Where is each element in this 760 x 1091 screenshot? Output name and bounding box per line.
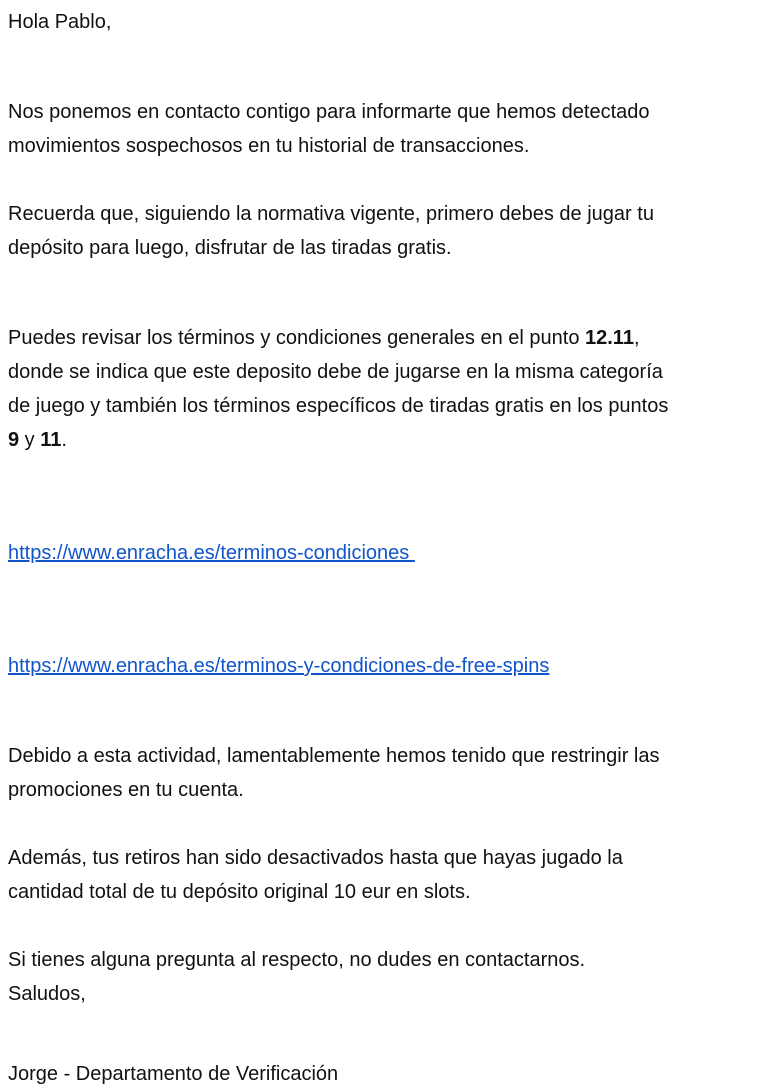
paragraph-6-line-1: Si tienes alguna pregunta al respecto, no dudes en contactarnos. — [8, 949, 586, 971]
paragraph-3-line-3: de juego y también los términos específicos de tiradas gratis en los puntos — [8, 395, 669, 417]
paragraph-5-line-2: cantidad total de tu depósito original 10 eur en slots. — [8, 881, 471, 903]
terms-conditions-link[interactable]: https://www.enracha.es/terminos-condiciones — [8, 542, 415, 564]
paragraph-3-line-2: donde se indica que este deposito debe de jugarse en la misma categoría — [8, 361, 663, 383]
paragraph-5-line-1: Además, tus retiros han sido desactivados hasta que hayas jugado la — [8, 847, 623, 869]
clause-number-11: 11 — [40, 429, 62, 451]
paragraph-3-line-4 — [8, 423, 67, 457]
paragraph-3-period: . — [61, 429, 67, 451]
clause-number-9: 9 — [8, 429, 20, 451]
sign-off: Saludos, — [8, 983, 86, 1005]
paragraph-4-line-2: promociones en tu cuenta. — [8, 779, 244, 801]
signature: Jorge - Departamento de Verificación — [8, 1063, 339, 1085]
conjunction-text: y — [19, 429, 41, 451]
paragraph-3-comma: , — [633, 327, 640, 349]
paragraph-1-line-1: Nos ponemos en contacto contigo para informarte que hemos detectado — [8, 101, 650, 123]
paragraph-3-text: Puedes revisar los términos y condiciones generales en el punto — [8, 327, 585, 349]
paragraph-2-line-1: Recuerda que, siguiendo la normativa vigente, primero debes de jugar tu — [8, 203, 654, 225]
paragraph-4-line-1: Debido a esta actividad, lamentablemente hemos tenido que restringir las — [8, 745, 660, 767]
free-spins-terms-link[interactable]: https://www.enracha.es/terminos-y-condiciones-de-free-spins — [8, 655, 550, 677]
paragraph-1-line-2: movimientos sospechosos en tu historial de transacciones. — [8, 135, 530, 157]
paragraph-3-line-1 — [8, 321, 640, 355]
greeting: Hola Pablo, — [8, 11, 112, 33]
paragraph-2-line-2: depósito para luego, disfrutar de las tiradas gratis. — [8, 237, 452, 259]
clause-number-12-11: 12.11 — [585, 327, 634, 349]
